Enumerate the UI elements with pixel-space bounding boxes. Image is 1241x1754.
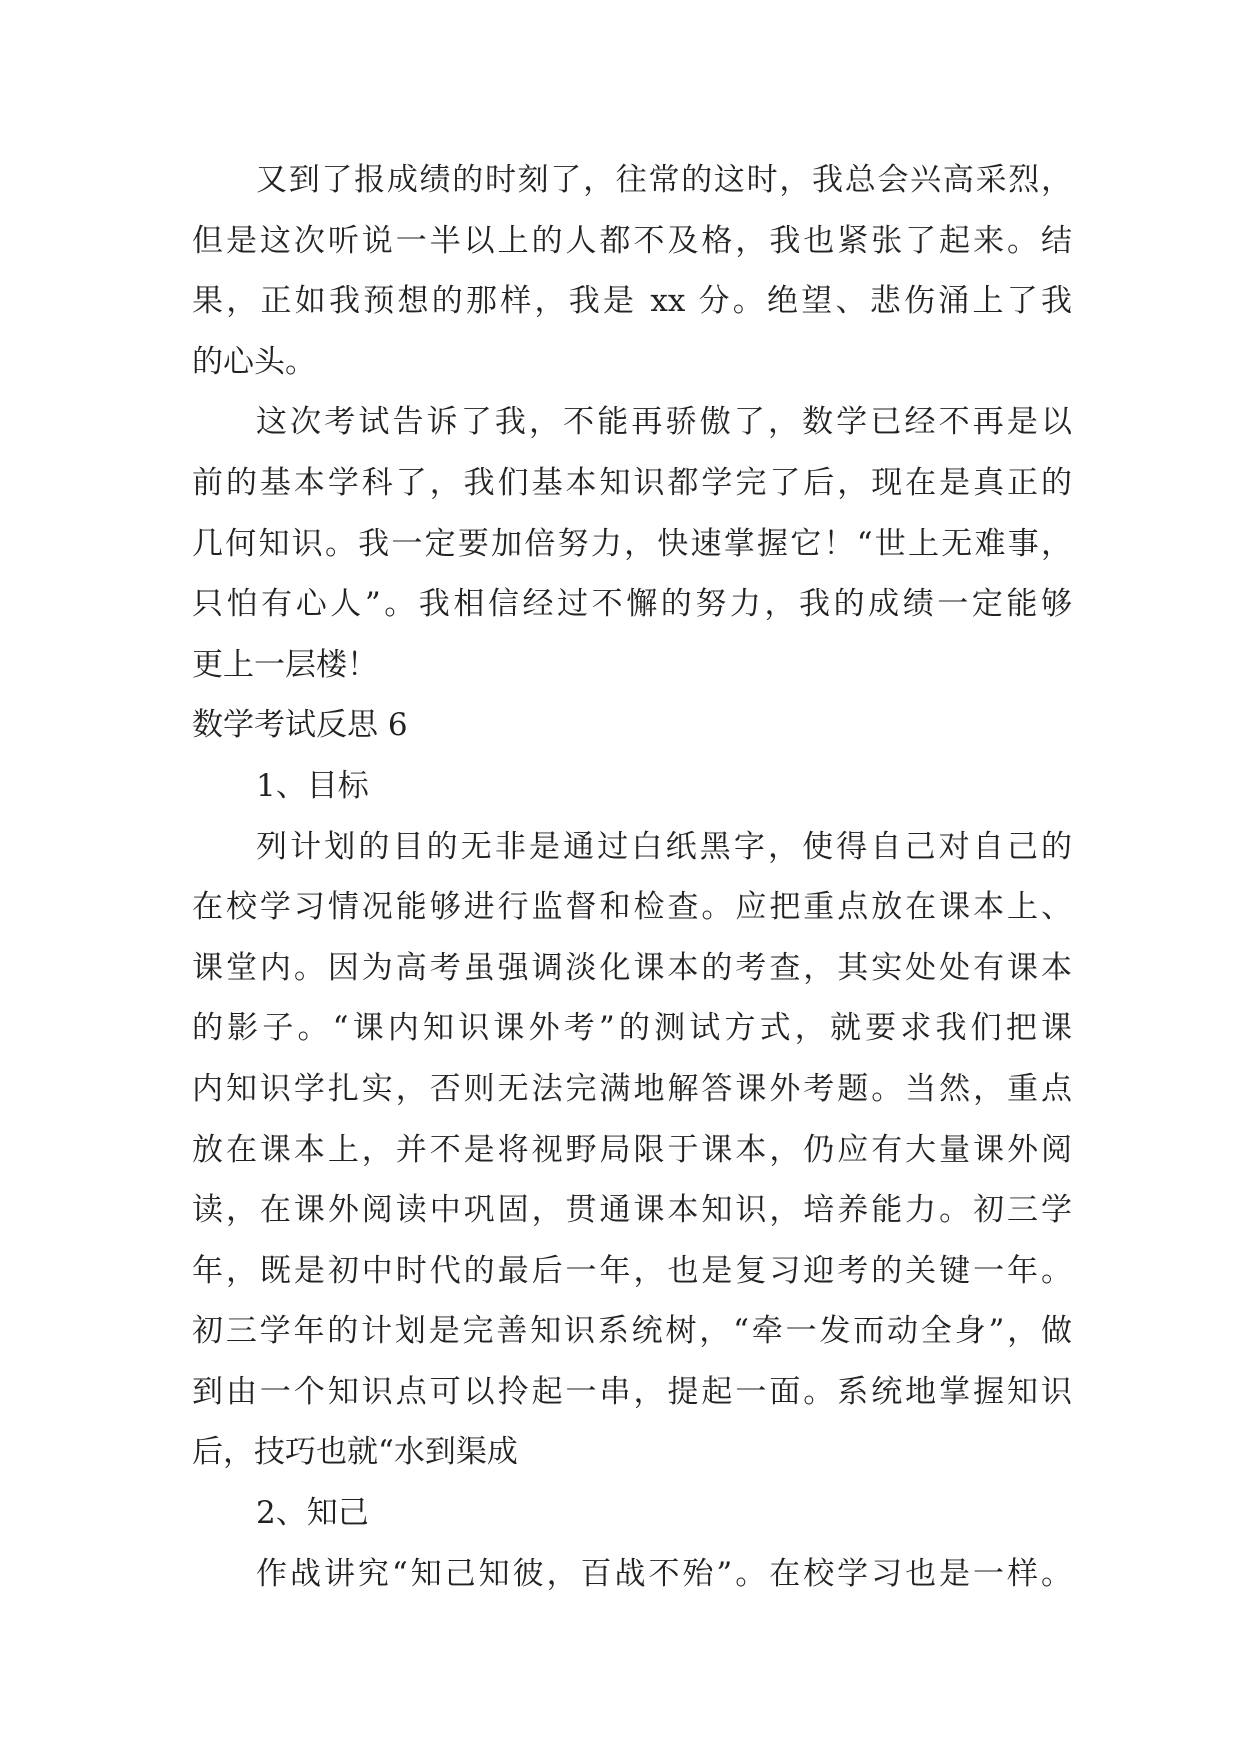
paragraph-1-line-3: 果，正如我预想的那样，我是 xx 分。绝望、悲伤涌上了我 [192, 283, 1072, 320]
paragraph-3-line-6: 放在课本上，并不是将视野局限于课本，仍应有大量课外阅 [192, 1131, 1072, 1168]
paragraph-3-line-3: 课堂内。因为高考虽强调淡化课本的考查，其实处处有课本 [192, 949, 1072, 986]
paragraph-3-line-8: 年，既是初中时代的最后一年，也是复习迎考的关键一年。 [192, 1252, 1072, 1289]
subheading-goal: 1、目标 [256, 767, 369, 804]
paragraph-3-line-9: 初三学年的计划是完善知识系统树，“牵一发而动全身”，做 [192, 1313, 1072, 1350]
paragraph-3-line-2: 在校学习情况能够进行监督和检查。应把重点放在课本上、 [192, 889, 1072, 926]
paragraph-2-line-5: 更上一层楼！ [192, 646, 378, 683]
paragraph-3-line-7: 读，在课外阅读中巩固，贯通课本知识，培养能力。初三学 [192, 1192, 1072, 1229]
paragraph-2-line-3: 几何知识。我一定要加倍努力，快速掌握它！“世上无难事， [192, 525, 1072, 562]
document-body [192, 150, 1072, 1604]
paragraph-3-line-10: 到由一个知识点可以拎起一串，提起一面。系统地掌握知识 [192, 1373, 1072, 1410]
paragraph-1-line-4: 的心头。 [192, 343, 316, 380]
section-title: 数学考试反思 6 [192, 707, 408, 744]
paragraph-2-line-4: 只怕有心人”。我相信经过不懈的努力，我的成绩一定能够 [192, 586, 1072, 623]
paragraph-2-line-1: 这次考试告诉了我，不能再骄傲了，数学已经不再是以 [256, 404, 1072, 441]
paragraph-3-line-11: 后，技巧也就“水到渠成 [192, 1434, 518, 1471]
subheading-know-yourself: 2、知己 [256, 1495, 369, 1532]
paragraph-1-line-1: 又到了报成绩的时刻了，往常的这时，我总会兴高采烈， [256, 162, 1072, 198]
paragraph-2-line-2: 前的基本学科了，我们基本知识都学完了后，现在是真正的 [192, 464, 1072, 501]
paragraph-3-line-4: 的影子。“课内知识课外考”的测试方式，就要求我们把课 [192, 1010, 1072, 1047]
paragraph-3-line-5: 内知识学扎实，否则无法完满地解答课外考题。当然，重点 [192, 1070, 1072, 1107]
paragraph-3-line-1: 列计划的目的无非是通过白纸黑字，使得自己对自己的 [256, 828, 1072, 865]
paragraph-1-line-2: 但是这次听说一半以上的人都不及格，我也紧张了起来。结 [192, 222, 1072, 259]
paragraph-4-line-1: 作战讲究“知己知彼，百战不殆”。在校学习也是一样。 [256, 1555, 1072, 1592]
